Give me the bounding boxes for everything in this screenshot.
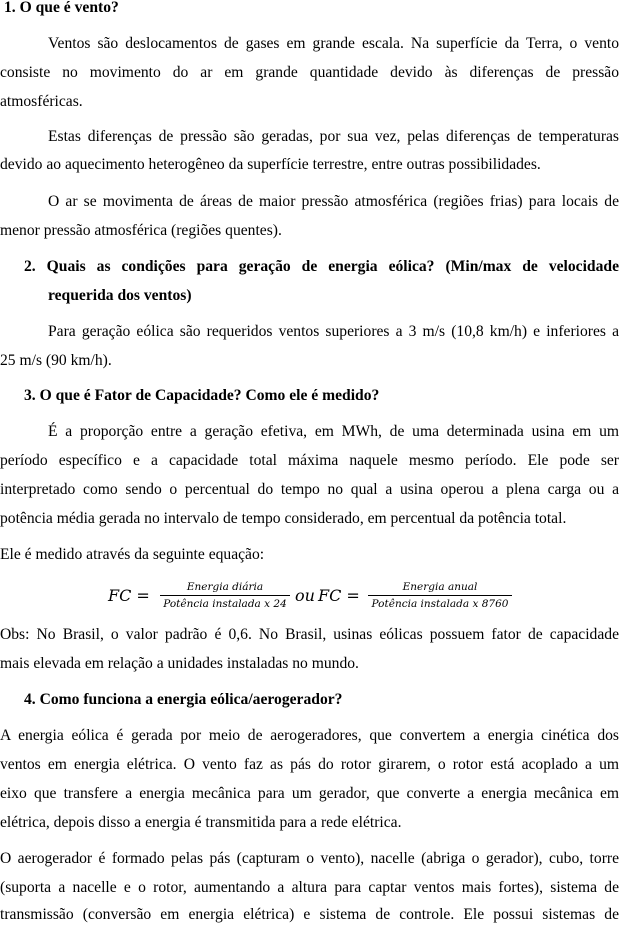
equation-numerator-1: Energia diária (186, 581, 264, 593)
q3-p1-line3: interpretado como sendo o percentual do tempo no qual a usina operou a plena carga ou a (0, 481, 619, 498)
heading-q1: 1. O que é vento? (4, 0, 119, 16)
q1-p3-line2: menor pressão atmosférica (regiões quentes). (0, 222, 282, 239)
equation-denominator-2: Potência instalada x 8760 (371, 598, 509, 610)
q3-p2: Ele é medido através da seguinte equação: (0, 546, 265, 563)
q3-p3-line1: Obs: No Brasil, o valor padrão é 0,6. No Brasil, usinas eólicas possuem fator de capacidade (0, 626, 619, 643)
q4-p1-line2: ventos em energia elétrica. O vento faz as pás do rotor girarem, o rotor está acoplado a um (0, 756, 619, 773)
fraction-bar (160, 595, 290, 596)
q4-p1-line3: eixo que transfere a energia mecânica para um gerador, que converte a energia mecânica em (0, 785, 619, 802)
q3-p1-line4: potência média gerada no intervalo de tempo considerado, em percentual da potência total. (0, 510, 567, 527)
q1-p2-line2: devido ao aquecimento heterogêneo da superfície terrestre, entre outras possibilidades. (0, 156, 541, 173)
q3-p1-line2: período específico e a capacidade total máxima naquele mesmo período. Ele pode ser (0, 452, 619, 469)
q1-p3-line1: O ar se movimenta de áreas de maior pressão atmosférica (regiões frias) para locais de (48, 193, 619, 210)
q4-p2-line2: (suporta a nacelle e o rotor, aumentando a altura para captar ventos mais fortes), sistema de (0, 879, 619, 896)
fraction-bar (368, 595, 512, 596)
heading-q2-line1: 2. Quais as condições para geração de energia eólica? (Min/max de velocidade (24, 258, 619, 275)
equation-lhs-2: FC = (318, 586, 360, 605)
equation-numerator-2: Energia anual (402, 581, 478, 593)
heading-q2-line2: requerida dos ventos) (48, 287, 192, 304)
q1-p2-line1: Estas diferenças de pressão são geradas, por sua vez, pelas diferenças de temperaturas (48, 128, 619, 145)
q1-p1-line2: consiste no movimento do ar em grande quantidade devido às diferenças de pressão (0, 64, 619, 81)
q4-p1-line4: elétrica, depois disso a energia é transmitida para a rede elétrica. (0, 814, 402, 831)
equation-fraction-1 (160, 580, 290, 611)
equation-or: ou (295, 586, 315, 605)
equation-lhs-1: FC = (108, 586, 150, 605)
q4-p2-line3: transmissão (conversão em energia elétrica) e sistema de controle. Ele possui sistemas de (0, 906, 619, 923)
q1-p1-line1: Ventos são deslocamentos de gases em grande escala. Na superfície da Terra, o vento (48, 35, 619, 52)
q3-p3-line2: mais elevada em relação a unidades instaladas no mundo. (0, 655, 359, 672)
heading-q3: 3. O que é Fator de Capacidade? Como ele é medido? (24, 387, 380, 404)
equation-fraction-2 (368, 580, 512, 611)
heading-q4: 4. Como funciona a energia eólica/aerogerador? (24, 691, 343, 708)
q3-p1-line1: É a proporção entre a geração efetiva, em MWh, de uma determinada usina em um (48, 423, 619, 440)
q1-p1-line3: atmosféricas. (0, 93, 83, 110)
equation-denominator-1: Potência instalada x 24 (163, 598, 287, 610)
q2-p1-line1: Para geração eólica são requeridos ventos superiores a 3 m/s (10,8 km/h) e inferiores a (48, 323, 619, 340)
q2-p1-line2: 25 m/s (90 km/h). (0, 352, 112, 369)
q4-p1-line1: A energia eólica é gerada por meio de aerogeradores, que convertem a energia cinética dos (0, 727, 619, 744)
q4-p2-line1: O aerogerador é formado pelas pás (capturam o vento), nacelle (abriga o gerador), cubo, torre (0, 850, 619, 867)
